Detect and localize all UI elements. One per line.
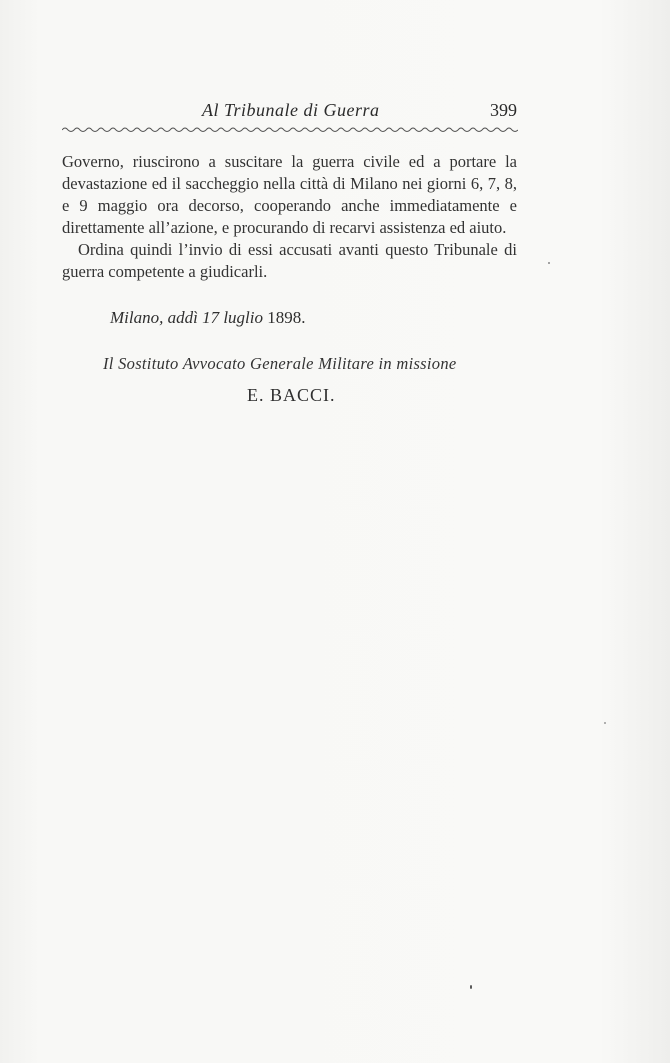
ink-speck xyxy=(604,722,606,724)
dateline-place-date: Milano, addì 17 luglio xyxy=(110,308,263,327)
running-title: Al Tribunale di Guerra xyxy=(202,100,380,120)
dateline-year: 1898. xyxy=(267,308,306,327)
ink-speck xyxy=(548,262,550,264)
paragraph-1: Governo, riuscirono a suscitare la guerra civile ed a portare la devastazione ed il saccheggio nella città di Milano nei giorni 6, 7, 8, e 9 maggio ora decorso, cooperando anche immediatamente e direttamente all’azione, e procurando di recarvi assistenza ed aiuto. xyxy=(62,152,517,237)
page-header xyxy=(62,100,517,124)
body-text xyxy=(62,151,517,283)
paragraph-2: Ordina quindi l’invio di essi accusati avanti questo Tribunale di guerra competente a giudicarli. xyxy=(62,240,517,281)
signature-title: Il Sostituto Avvocato Generale Militare in missione xyxy=(103,354,457,373)
decorative-rule xyxy=(62,124,518,134)
signature-name: E. BACCI. xyxy=(247,385,336,405)
dateline xyxy=(110,308,306,328)
ink-speck xyxy=(470,985,472,989)
page-number: 399 xyxy=(490,100,517,120)
